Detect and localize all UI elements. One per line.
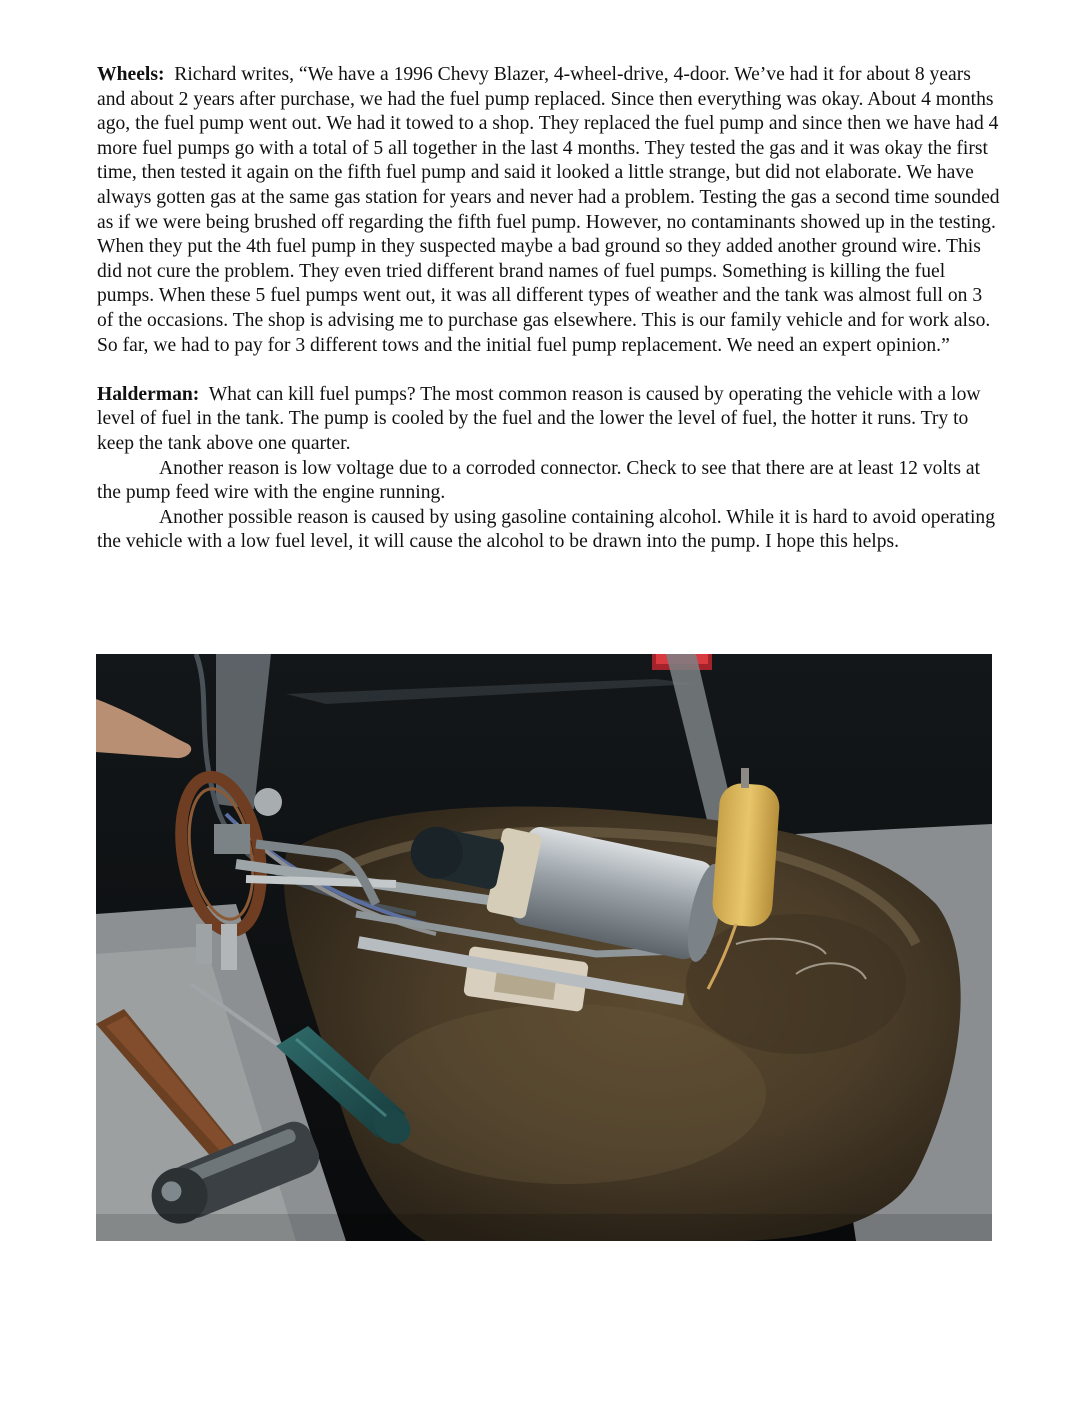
fuel-pump-photo bbox=[96, 654, 992, 1241]
answer-text: What can kill fuel pumps? The most common reason is caused by operating the vehicle with a low level of fuel in the tank. The pump is cooled by the fuel and the lower the level of fuel, the hotter it runs. Try to keep the tank above one quarter. bbox=[97, 383, 981, 454]
question-text: Richard writes, “We have a 1996 Chevy Blazer, 4-wheel-drive, 4-door. We’ve had it for about 8 years and about 2 years after purchase, we had the fuel pump replaced. Since then everything was okay. About 4 months ago, the fuel pump went out. We had it towed to a shop. They replaced the fuel pump and since then we have had 4 more fuel pumps go with a total of 5 all together in the last 4 months. They tested the gas and it was okay the first time, then tested it again on the fifth fuel pump and said it looked a little strange, but did not elaborate. We have always gotten gas at the same gas station for years and never had a problem. Testing the gas a second time sounded as if we were being brushed off regarding the fifth fuel pump. However, no contaminants showed up in the testing. When they put the 4th fuel pump in they suspected maybe a bad ground so they added another ground wire. This did not cure the problem. They even tried different brand names of fuel pumps. Something is killing the fuel pumps. When these 5 fuel pumps went out, it was all different types of weather and the tank was almost full on 3 of the occasions. The shop is advising me to purchase gas elsewhere. This is our family vehicle and for work also. So far, we had to pay for 3 different tows and the initial fuel pump replacement. We need an expert opinion.” bbox=[97, 64, 1000, 356]
question-label: Wheels: bbox=[97, 64, 165, 85]
answer-paragraph-1 bbox=[97, 383, 1002, 457]
answer-paragraph-3: Another possible reason is caused by using gasoline containing alcohol. While it is hard to avoid operating the vehicle with a low fuel level, it will cause the alcohol to be drawn into the pump. I hope this helps. bbox=[97, 506, 996, 553]
question-paragraph bbox=[97, 63, 1002, 358]
answer-label: Halderman: bbox=[97, 383, 200, 405]
answer-paragraph-2: Another reason is low voltage due to a corroded connector. Check to see that there are at least 12 volts at the pump feed wire with the engine running. bbox=[97, 457, 981, 504]
article-body bbox=[97, 63, 1002, 555]
